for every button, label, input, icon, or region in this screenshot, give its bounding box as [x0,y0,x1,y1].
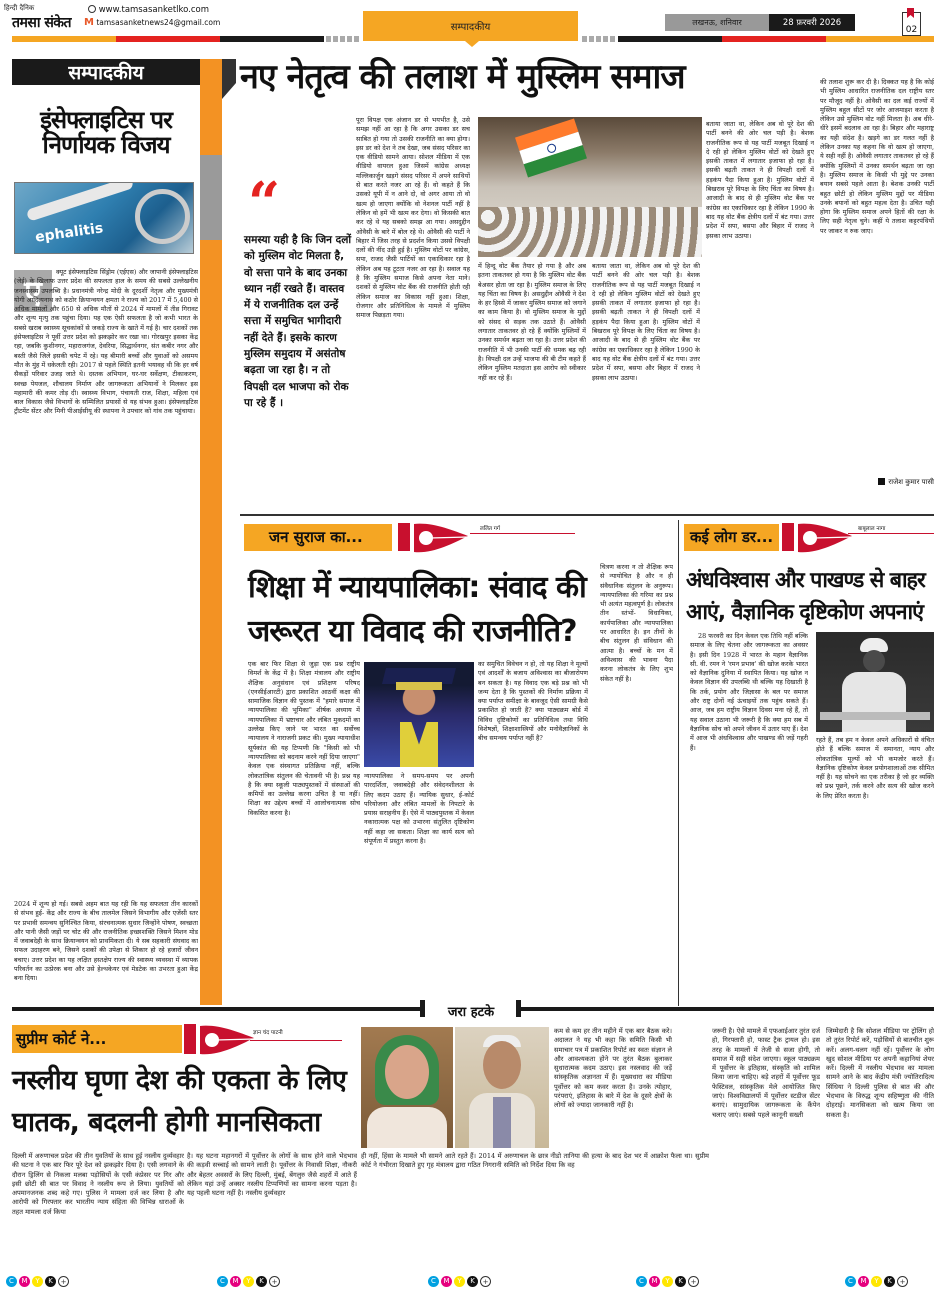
black-mark: K [884,1276,895,1287]
science-tag: कई लोग डर... [684,524,779,551]
photo-caption-text: ephalitis [34,220,105,246]
judiciary-col-1: एक बार फिर शिक्षा से जुड़ा एक प्रश्न राष्ट्रीय विमर्श के केंद्र में है। शिक्षा मंत्रालय और राष्ट्रीय शैक्षिक अनुसंधान एवं प्रशिक्षण परिषद (एनसीईआरटी) द्वारा प्रकाशित आठवीं कक्षा की सामाजिक विज्ञान की पुस्तक में "हमारे समाज में न्यायपालिका की भूमिका" शीर्षक अध्याय में न्यायपालिका में भ्रष्टाचार और लंबित मुकदमों का उल्लेख किए जाने पर भारत का सर्वोच्च न्यायालय ने नाराजगी प्रकट की। मुख्य न्यायाधीश सूर्यकांत की यह टिप्पणी कि "किसी को भी न्यायपालिका को बदनाम करने नहीं दिया जाएगा" केवल एक संस्थागत प्रतिक्रिया नहीं, बल्कि लोकतांत्रिक संतुलन की चेतावनी भी है। प्रश्न यह है कि क्या स्कूली पाठ्यपुस्तकों में संस्थाओं की कमियों का उल्लेख करना उचित है या नहीं। शिक्षा का उद्देश्य बच्चों में आलोचनात्मक सोच विकसित करना है। [248,660,360,817]
column-divider [678,520,679,1006]
yellow-mark: Y [871,1276,882,1287]
lead-author-name: राजेश कुमार पासी [888,478,934,486]
judiciary-col-4: चित्रण करना न तो शैक्षिक रूप से न्यायोचित है और न ही संवैधानिक संतुलन के अनुरूप। न्यायपालिका की गरिमा का प्रश्न भी अत्यंत महत्वपूर्ण है। लोकतंत्र तीन स्तंभों- विधायिका, कार्यपालिका और न्यायपालिका पर आधारित है। इन तीनों के बीच संतुलन ही संविधान की आत्मा है। बच्चों के मन में अविश्वास की भावना पैदा करना लोकतंत्र के लिए शुभ संकेत नहीं है। [600,563,673,683]
masthead [0,0,945,46]
lead-col-1: पूरा विपक्ष एक अंजान डर से भयभीत है, उसे समझ नहीं आ रहा है कि अगर उसका डर सच साबित हो गया तो उसकी राजनीति का क्या होगा। इस डर को देश ने तब देखा, जब संसद परिसर का एक वीडियो सामने आया। सोशल मीडिया में एक वीडियो वायरल हुआ जिसमें कांग्रेस अध्यक्ष मल्लिकार्जुन खड़गे संसद परिसर में अपने साथियों से बात करते नजर आ रहे हैं। वो कहते हैं कि उसको यूपी में न आने दो, वो अगर आया तो वो खत्म हो जाएगा क्योंकि वो नेशनल पार्टी नहीं है लेकिन वो हमें भी खत्म कर देगा। वो किसकी बात कर रहे थे यह सबको समझ आ गया। असदुद्दीन ओवैसी के बारे में बोल रहे थे। ओवैसी की पार्टी ने बिहार में जिस तरह से प्रदर्शन किया उससे विपक्षी दलों की नींद उड़ी हुई है। मुस्लिम वोटों पर कांग्रेस, सपा, राजद जैसी पार्टियों का एकाधिकार रहा है लेकिन अब यह टूटता नजर आ रहा है। सवाल यह है कि मुस्लिम समाज किसे अपना नेता माने। दशकों से मुस्लिम वोट बैंक की राजनीति होती रही लेकिन समाज का विकास नहीं हुआ। शिक्षा, रोजगार और प्रतिनिधित्व के मामले में मुस्लिम समाज पिछड़ता गया। [356,116,470,320]
hatke-rule-left [12,1007,422,1011]
shirt-shape [493,1097,511,1148]
cyan-mark: C [636,1276,647,1287]
lead-author [830,478,934,487]
location-day: लखनऊ, शनिवार [665,14,769,31]
science-col-1: 28 फरवरी का दिन केवल एक तिथि नहीं बल्कि समाज के लिए चेतना और जागरूकता का अवसर है। इसी दिन 1928 में भारत के महान वैज्ञानिक सी. वी. रमन ने 'रमन प्रभाव' की खोज करके भारत को वैज्ञानिक दुनिया में स्थापित किया। यह खोज न केवल विज्ञान की उपलब्धि थी बल्कि यह दिखाती है कि तर्क, प्रयोग और जिज्ञासा के बल पर समाज और राष्ट्र दोनों नई ऊंचाइयों तक पहुंच सकते हैं। आज, जब हम राष्ट्रीय विज्ञान दिवस मना रहे हैं, तो यह सवाल उठाना भी जरूरी है कि क्या हम सब में वैज्ञानिक सोच को अपने जीवन में उतार पाए हैं। देश में आज भी अंधविश्वास और पाखण्ड की जड़ें गहरी हैं। [690,632,808,752]
racism-col-4: कम से कम हर तीन महीने में एक बार बैठक करे। अदालत ने यह भी कहा कि समिति किसी भी समाचार पत्र में प्रकाशित रिपोर्ट का स्वतः संज्ञान ले और आवश्यकता होने पर तुरंत बैठक बुलाकर सुधारात्मक कदम उठाए। इस नस्लवाद की जड़ें सांस्कृतिक अज्ञानता में हैं। मुख्यधारा का मीडिया पूर्वोत्तर को कम कवर करता है। उनके त्योहार, परंपराएं, इतिहास के बारे में देश के दूसरे क्षेत्रों के लोगों को ज्यादा जानकारी नहीं है। [554,1027,672,1110]
print-marks-4 [636,1276,699,1287]
stethoscope-shape [135,189,190,244]
judiciary-tag: जन सुराज का... [244,524,392,551]
stripe-grey-right [582,36,616,42]
author-square-icon [878,478,885,485]
science-col-2: रहते हैं, तब हम न केवल अपने अधिकारों से वंचित होते हैं बल्कि समाज में समानता, न्याय और लोकतांत्रिक मूल्यों को भी कमजोर करते हैं। वैज्ञानिक दृष्टिकोण केवल प्रयोगशालाओं तक सीमित नहीं है। यह सोचने का एक तरीका है जो हर व्यक्ति को प्रश्न पूछने, तर्क करने और सत्य की खोज करने के लिए प्रेरित करता है। [816,736,934,800]
email-row [84,17,220,28]
racism-pen-bar [184,1024,196,1054]
racism-headline: नस्लीय घृणा देश की एकता के लिए घातक, बदलनी होगी मानसिकता [12,1065,347,1138]
section-name: सम्पादकीय [450,22,491,33]
muhammad-yunus-photo [455,1027,549,1148]
racism-pen-nib-icon [198,1022,256,1058]
lead-col-2b: बताया जाता था, लेकिन अब वो पूरे देश की पार्टी बनने की ओर चल पड़ी है। बेशक राजनीतिक रूप से यह पार्टी मजबूत दिखाई न दे रही हो लेकिन मुस्लिम वोटों को देखते हुए इसकी ताकत में लगातार इजाफा हो रहा है। इसकी बढ़ती ताकत ने ही विपक्षी दलों में हड़कंप पैदा किया हुआ है। मुस्लिम वोटों में बिखराव पूरे विपक्ष के लिए चिंता का विषय है। आजादी के बाद से ही मुस्लिम वोट बैंक पर कांग्रेस का एकाधिकार रहा है लेकिन 1990 के बाद यह वोट बैंक क्षेत्रीय दलों में बंट गया। उत्तर प्रदेश में सपा, बसपा और बिहार में राजद ने इसका लाभ उठाया। [592,262,700,382]
encephalitis-photo [14,182,194,254]
stripe-orange-left [12,36,116,42]
stripe-black-right [618,36,722,42]
pen-nib-bar [398,523,410,551]
editorial-headline: इंसेफ्लाइटिस पर निर्णायक विजय [40,106,172,160]
registration-mark-icon: + [58,1276,69,1287]
page-number-text: 02 [905,25,918,35]
justice-graduation-photo [364,662,474,767]
science-author: बाबूलाल नागा [858,526,886,532]
judiciary-col-3: का समुचित विवेचन न हो, तो यह शिक्षा ने मूल्यों एवं आदर्शों के बजाय अविश्वास का बीजारोपण बन सकता है। यह विवाद एक बड़े प्रश्न को भी जन्म देता है कि पुस्तकों की निर्माण प्रक्रिया में क्या पर्याप्त समीक्षा के बावजूद ऐसी सामग्री कैसे प्रकाशित हो जाती है? क्या पाठ्यक्रम बोर्ड में विविध दृष्टिकोणों का प्रतिनिधित्व तथा विधि विशेषज्ञों, शिक्षाशास्त्रियों और मनोवैज्ञानिकों के बीच समन्वय पर्याप्त नहीं है? [478,660,588,743]
judiciary-col-2: न्यायपालिका ने समय-समय पर अपनी पारदर्शिता, जवाबदेही और संवेदनशीलता के लिए कदम उठाए हैं। न्यायिक सुधार, ई-कोर्ट परियोजना और लंबित मामलों के निपटारे के प्रयास सराहनीय हैं। ऐसे में पाठ्यपुस्तक में केवल नकारात्मक पक्ष को उभारना संतुलित दृष्टिकोण नहीं कहा जा सकता। शिक्षा का कार्य सत्य को संपूर्णता में प्रस्तुत करना है। [364,772,474,846]
pull-quote: समस्या यही है कि जिन दलों को मुस्लिम वोट मिलता है, वो सत्ता पाने के बाद उनका ध्यान नहीं रखते हैं। वास्तव में ये राजनीतिक दल उन्हें सत्ता में समुचित भागीदारी नहीं देते हैं। इसके कारण मुस्लिम समुदाय में असंतोष बढ़ता जा रहा है। न तो विपक्षी दल भाजपा को रोक पा रहे हैं । [244,234,352,409]
stripe-orange-right [826,36,934,42]
desk-shape [820,712,930,720]
pen-nib-icon [412,520,470,556]
hatke-bracket-left [420,1000,425,1017]
science-pen-nib-icon [796,520,854,556]
stripe-grey-left [326,36,360,42]
indian-flag [515,118,587,177]
shawl-shape [367,1107,447,1148]
muslim-gathering-photo [478,117,702,257]
editorial-body: क्यूट इंसेफ्लाइटिस सिंड्रोम (एईएस) और जापानी इंसेफ्लाइटिस (जेई) के खिलाफ उत्तर प्रदेश की सफलता हाल के समय की सबसे उल्लेखनीय जनस्वास्थ्य उपलब्धि है। प्रधानमंत्री नरेन्द्र मोदी के दूरदर्शी नेतृत्व और मुख्यमंत्री योगी आदित्यनाथ को कठोर क्रियान्वयन क्षमता ने राज्य को 2017 में 5,400 से अधिक मामलों और 650 से अधिक मौतों से 2024 में मामलों में तीव्र गिरावट और शून्य मृत्यु तक पहुंचा दिया। यह एक ऐसी सफलता है जो कभी भारत के सबसे खराब स्वास्थ्य सूचकांकों से जकड़े राज्य के खाते में गई है। चार दशकों तक इंसेफ्लाइटिस ने पूर्वी उत्तर प्रदेश को झकझोर कर रखा था। गोरखपुर इसका केंद्र रहा, जबकि कुशीनगर, महाराजगंज, देवरिया, सिद्धार्थनगर, संत कबीर नगर और बस्ती जैसे जिले इसकी चपेट में रहे। यह बीमारी बच्चों और युवाओं को असमय मौत के मुंह में धकेलती रही। 2017 से पहले स्थिति इतनी भयावह थी कि हर वर्ष सैकड़ों परिवार उजड़ जाते थे। दस्तक अभियान, घर-घर सर्वेक्षण, टीकाकरण, स्वच्छ पेयजल, शौचालय निर्माण और जागरूकता अभियानों ने मिलकर इस महामारी की कमर तोड़ दी। स्वास्थ्य विभाग, पंचायती राज, शिक्षा, महिला एवं बाल विकास जैसे विभागों के सम्मिलित प्रयासों से यह संभव हुआ। इंसेफ्लाइटिस ट्रीटमेंट सेंटर और मिनी पीआईसीयू की स्थापना ने उपचार को गांव तक पहुंचाया। [14,268,198,416]
print-marks-1 [6,1276,69,1287]
science-headline: अंधविश्वास और पाखण्ड से बाहर आएं, वैज्ञानिक दृष्टिकोण अपनाएं [686,568,925,625]
registration-mark-icon: + [688,1276,699,1287]
email-link[interactable]: tamsasanketnews24@gmail.com [96,18,221,27]
syringe-shape [26,182,134,222]
science-author-rule [848,533,934,534]
judiciary-author: ललित गर्ग [480,526,500,532]
magenta-mark: M [441,1276,452,1287]
hatke-rule-right [520,1007,934,1011]
lead-headline-marker [222,59,236,99]
drop-cap: ए [14,270,52,312]
cyan-mark: C [217,1276,228,1287]
newspaper-name: तमसा संकेत [12,15,72,31]
lead-col-4: की तलाश शुरू कर दी है। दिक्कत यह है कि कोई भी मुस्लिम आधारित राजनीतिक दल राष्ट्रीय स्तर पर मौजूद नहीं है। ओवैसी का दल कई राज्यों में मुस्लिम बहुल सीटों पर जोर आजमाइश करता है लेकिन उसे मुस्लिम वोट नहीं मिलता है। अब धीरे-धीरे इसमें बदलाव आ रहा है। बिहार और महाराष्ट्र का यही संदेश है। खड़गे का डर गलत नहीं है लेकिन उनका यह कहना कि वो खत्म हो जाएगा, ये सही नहीं है। ओवैसी लगातार ताकतवर हो रहे हैं क्योंकि मुस्लिमों में उनका समर्थन बढ़ता जा रहा है। मुस्लिम समाज के किसी भी मुद्दे पर उनका बयान सबसे पहले आता है। बेशक उनकी पार्टी बहुत छोटी हो लेकिन मुस्लिम मुद्दों पर मीडिया उनके बयानों को बहुत महत्व देता है। उचित यही होगा कि मुस्लिम समाज अपने हितों की रक्षा के लिए सही नेतृत्व चुने। कहीं ये तलाश कट्टरपंथियों पर जाकर न रुक जाए। [820,78,934,235]
racism-col-1: दिल्ली में अरुणाचल प्रदेश की तीन युवतियों के साथ हुई नस्लीय दुर्व्यवहार की घटना ने एक बार फिर पूरे देश को झकझोर दिया है। एसी लगवाने के दौरान ड्रिलिंग से निकला मलबा पड़ोसियों के एसी कंप्रेसर पर गिर और इसी छोटी सी बात पर विवाद ने नस्लीय रूप ले लिया। युवतियों को अपमानजनक शब्द कहे गए। पुलिस ने मामला दर्ज कर लिया है और आरोपी को गिरफ्तार कर भारतीय न्याय संहिता की विभिन्न धाराओं के तहत मामला दर्ज किया [12,1152,184,1216]
print-marks-3 [428,1276,491,1287]
editorial-side-bar-grey [200,155,222,240]
sheikh-hasina-photo [361,1027,453,1148]
issue-date: 28 फ़रवरी 2026 [769,14,855,31]
quote-mark-icon: “ [248,170,281,236]
stripe-red-right [722,36,826,42]
website-link[interactable]: www.tamsasanketlko.com [98,5,210,15]
judiciary-author-rule [470,533,575,534]
lead-bottom-rule [240,514,934,516]
magenta-mark: M [858,1276,869,1287]
face-shape-1 [385,1045,429,1099]
black-mark: K [675,1276,686,1287]
print-marks-5 [845,1276,908,1287]
cap-band [396,682,442,690]
racism-author-rule [250,1040,342,1041]
stripe-black-left [220,36,324,42]
cv-raman-photo [816,632,934,732]
judiciary-headline: शिक्षा में न्यायपालिका: संवाद की जरूरत या विवाद की राजनीति? [248,570,586,649]
lead-col-3: बताया जाता था, लेकिन अब वो पूरे देश की पार्टी बनने की ओर चल पड़ी है। बेशक राजनीतिक रूप से यह पार्टी मजबूत दिखाई न दे रही हो लेकिन मुस्लिम वोटों को देखते हुए इसकी ताकत में लगातार इजाफा हो रहा है। इसकी बढ़ती ताकत ने ही विपक्षी दलों में हड़कंप पैदा किया हुआ है। मुस्लिम वोटों में बिखराव पूरे विपक्ष के लिए चिंता का विषय है। आजादी के बाद से ही मुस्लिम वोट बैंक पर कांग्रेस का एकाधिकार रहा है लेकिन 1990 के बाद यह वोट बैंक क्षेत्रीय दलों में बंट गया। उत्तर प्रदेश में सपा, बसपा और बिहार में राजद ने इसका लाभ उठाया। [706,120,814,240]
registration-mark-icon: + [269,1276,280,1287]
coat-shape [842,672,906,732]
crowd-pattern [478,207,702,257]
science-pen-bar [782,523,794,551]
black-mark: K [467,1276,478,1287]
magenta-mark: M [649,1276,660,1287]
yellow-mark: Y [243,1276,254,1287]
lead-headline: नए नेतृत्व की तलाश में मुस्लिम समाज [240,57,685,97]
cyan-mark: C [428,1276,439,1287]
magenta-mark: M [19,1276,30,1287]
black-mark: K [45,1276,56,1287]
racism-col-3: ही नहीं, हिंसा के मामले भी सामने आते रहते हैं। 2014 में अरुणाचल के छात्र नीडो तानिया की हत्या के बाद देश भर में आक्रोश फैला था। सुप्रीम कोर्ट ने गंभीरता दिखाते हुए गृह मंत्रालय द्वारा गठित निगरानी समिति को निर्देश दिया कि वह [361,1152,709,1170]
hatke-label: जरा हटके [447,1005,495,1020]
black-mark: K [256,1276,267,1287]
globe-icon [88,5,96,13]
website-row [88,5,209,15]
magenta-mark: M [230,1276,241,1287]
racism-col-2: है। यह घटना महानगरों में पूर्वोत्तर के लोगों के साथ होने वाले भेदभाव की कड़वी सच्चाई को सामने लाती है। पूर्वोत्तर के निवासी शिक्षा, नौकरी और बेहतर अवसरों के लिए दिल्ली, मुंबई, बेंगलुरु जैसे शहरों में आते हैं लेकिन यहां उन्हें अक्सर नस्लीय टिप्पणियों का सामना करना पड़ता है। यह पहली घटना नहीं है। नस्लीय दुर्व्यवहार [187,1152,357,1198]
face-shape [863,650,885,672]
racism-author: ज्ञान चंद पाटनी [253,1030,283,1036]
racism-col-6: जिम्मेदारी है कि सोशल मीडिया पर ट्रोलिंग हो तो तुरंत रिपोर्ट करें, पड़ोसियों से बातचीत शुरू करें। अलग-थलग नहीं रहें। पूर्वोत्तर के लोग खुद सोशल मीडिया पर अपनी कहानियां शेयर करें। दिल्ली में नस्लीय भेदभाव का मामला सामने आने के बाद केंद्रीय मंत्री ज्योतिरादित्य सिंधिया ने दिल्ली पुलिस से बात की और भेदभाव के विरुद्ध शून्य सहिष्णुता की नीति दोहराई। मानसिकता को खत्म किया जा सकता है। [826,1027,934,1119]
lead-col-2: में हिन्दू वोट बैंक तैयार हो गया है और अब इतना ताकतवर हो गया है कि मुस्लिम वोट बैंक बेअसर होता जा रहा है। मुस्लिम समाज के लिए यह चिंता का विषय है। असदुद्दीन ओवैसी ने देश के हर हिस्से में जाकर मुस्लिम समाज को जगाने का काम किया है। वो मुस्लिम समाज के मुद्दों को संसद से सड़क तक उठाते हैं। ओवैसी लगातार ताकतवर हो रहे हैं क्योंकि मुस्लिमों में उनका समर्थन बढ़ता जा रहा है। उत्तर प्रदेश की राजनीति में भी उनकी पार्टी की धमक बढ़ रही है। विपक्षी दल उन्हें भाजपा की बी टीम कहते हैं लेकिन मुस्लिम मतदाता इस आरोप को स्वीकार नहीं कर रहे हैं। [478,262,586,382]
face-shape-2 [483,1041,521,1089]
gmail-icon: M [84,17,94,28]
registration-mark-icon: + [480,1276,491,1287]
stripe-red-left [116,36,220,42]
racism-col-5: जरूरी है। ऐसे मामले में एफआईआर तुरंत दर्ज हो, गिरफ्तारी हो, फास्ट ट्रैक ट्रायल हो। इस तरह के मामलों में तेजी से सजा होगी, तो समाज में सही संदेश जाएगा। स्कूल पाठ्यक्रम में पूर्वोत्तर के इतिहास, संस्कृति को शामिल किया जाना चाहिए। बड़े शहरों में पूर्वोत्तर फूड फेस्टिवल, सांस्कृतिक मेले आयोजित किए जाएं। विश्वविद्यालयों में पूर्वोत्तर स्टडीज सेंटर बनाएं। सामुदायिक जागरूकता के कैंपेन चलाए जाएं। सबसे पहले कानूनी सख्ती [712,1027,820,1119]
cyan-mark: C [6,1276,17,1287]
cyan-mark: C [845,1276,856,1287]
yellow-mark: Y [662,1276,673,1287]
yellow-mark: Y [454,1276,465,1287]
gown-stole [400,722,438,767]
registration-mark-icon: + [897,1276,908,1287]
masthead-tagline: हिन्दी दैनिक [4,4,35,12]
section-pointer [465,41,479,47]
editorial-label: सम्पादकीय [12,59,200,85]
editorial-body-end: 2024 में शून्य हो गई। सबसे अहम बात यह रही कि यह सफलता तीन कारकों से संभव हुई- केंद्र और राज्य के बीच तालमेल जिसने विभागीय और एजेंसी स्तर पर प्रभावी समन्वय सुनिश्चित किया, संरचनात्मक सुधार जिन्होंने पोषण, स्वच्छता और पानी जैसी जड़ों पर चोट की और राजनीतिक इच्छाशक्ति जिसने मिशन मोड में जवाबदेही के साथ क्रियान्वयन को प्राथमिकता दी। ये सब सहकारी संघवाद का सफल उदाहरण बने, जिसने दशकों की उपेक्षा से शिकार हो रहे हजारों जीवन बचाए। उत्तर प्रदेश का यह लक्षित हस्तक्षेप राज्य की स्वास्थ्य व्यवस्था में व्यापक परिवर्तन का उत्प्रेरक बना और उसे हेल्थकेयर एवं मेडटेक का उभरता हुआ केंद्र बना दिया। [14,900,198,983]
section-banner [363,11,578,41]
print-marks-2 [217,1276,280,1287]
racism-tag: सुप्रीम कोर्ट ने... [12,1025,182,1053]
yellow-mark: Y [32,1276,43,1287]
